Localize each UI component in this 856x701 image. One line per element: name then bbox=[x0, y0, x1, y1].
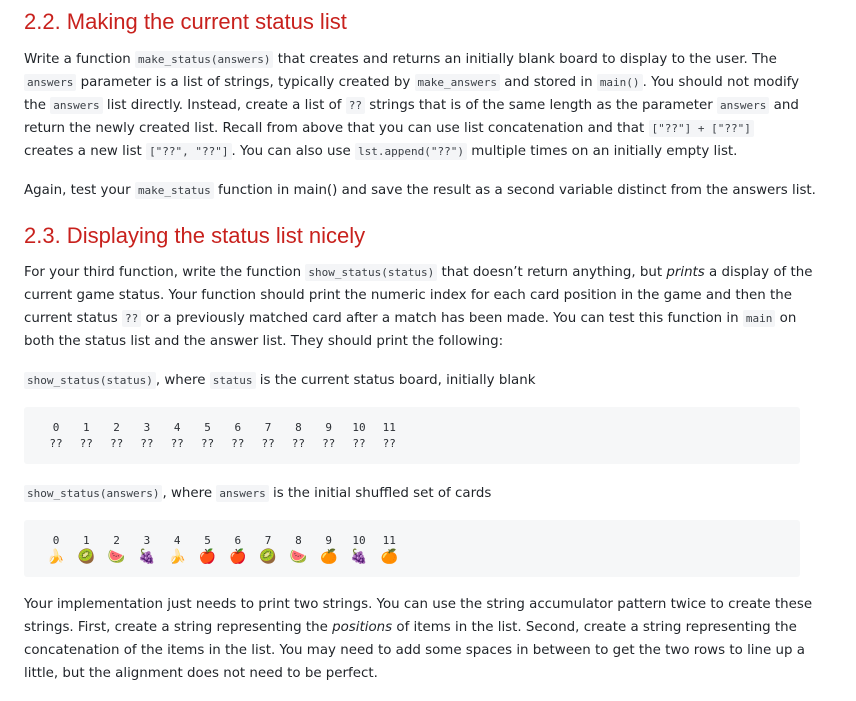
inline-code: answers bbox=[50, 97, 102, 114]
answers-index-cell: 5 bbox=[204, 534, 211, 547]
status-index-cell: 9 bbox=[325, 421, 332, 434]
section-heading-2-3: 2.3. Displaying the status list nicely bbox=[24, 223, 366, 248]
emphasis-text: prints bbox=[666, 265, 705, 280]
inline-code: show_status(status) bbox=[305, 264, 437, 281]
answers-value-row bbox=[24, 549, 800, 565]
status-index-cell: 5 bbox=[204, 421, 211, 434]
answers-card-cell: 🍉 bbox=[289, 549, 308, 565]
inline-code: make_status bbox=[135, 182, 214, 199]
status-index-cell: 1 bbox=[82, 421, 90, 434]
answers-card-cell: 🍌 bbox=[168, 549, 186, 565]
answers-index-cell: 6 bbox=[234, 534, 242, 547]
status-value-cell: ?? bbox=[79, 437, 93, 450]
inline-code: answers bbox=[24, 74, 76, 91]
status-index-cell: 0 bbox=[52, 421, 60, 434]
status-index-cell: 4 bbox=[173, 421, 181, 434]
status-index-cell: 11 bbox=[382, 421, 396, 434]
answers-index-cell: 3 bbox=[143, 534, 151, 547]
status-value-cell: ?? bbox=[322, 437, 336, 450]
status-output-block bbox=[24, 407, 800, 464]
status-value-cell: ?? bbox=[231, 437, 245, 450]
answers-card-cell: 🍎 bbox=[198, 549, 217, 565]
inline-code: answers bbox=[717, 97, 769, 114]
status-value-cell: ?? bbox=[170, 437, 184, 450]
test-make-status-paragraph: Again, test your make_status function in main() and save the result as a second variable distinct from the answers list. bbox=[24, 183, 816, 198]
status-value-cell: ?? bbox=[49, 437, 63, 450]
status-value-cell: ?? bbox=[200, 437, 215, 450]
status-caption: show_status(status) , where status is the current status board, initially blank bbox=[24, 369, 824, 392]
status-value-row bbox=[24, 437, 800, 453]
section-heading-2-2: 2.2. Making the current status list bbox=[24, 9, 347, 34]
answers-card-cell: 🍊 bbox=[380, 549, 399, 565]
answers-index-cell: 7 bbox=[264, 534, 272, 547]
status-index-cell: 8 bbox=[295, 421, 302, 434]
inline-code: ["??"] + ["??"] bbox=[649, 120, 754, 137]
status-value-cell: ?? bbox=[261, 437, 275, 450]
status-index-cell: 7 bbox=[264, 421, 272, 434]
make-status-paragraph: Write a function make_status(answers) that creates and returns an initially blank board to display to the user. The answers parameter is a list of strings, typically created by make_answers and stored in main() . You should not modify the answers list directly. Instead, create a list of ?? strings that is of the same length as the parameter answers and return the newly created list. Recall from above that you can use list concatenation and that ["??"] + ["??"] creates a new list ["??", "??"] . You can also use lst.append("??") multiple times on an initially empty list. bbox=[24, 52, 800, 159]
answers-index-cell: 10 bbox=[352, 534, 366, 547]
inline-code: make_answers bbox=[415, 74, 500, 91]
status-index-cell: 2 bbox=[113, 421, 120, 434]
inline-code: answers bbox=[216, 485, 268, 502]
inline-code: main bbox=[743, 310, 776, 327]
status-index-cell: 3 bbox=[143, 421, 151, 434]
answers-card-cell: 🍌 bbox=[47, 549, 65, 565]
answers-card-cell: 🥝 bbox=[259, 549, 277, 565]
answers-index-cell: 9 bbox=[325, 534, 332, 547]
status-index-cell: 10 bbox=[352, 421, 366, 434]
inline-code: main() bbox=[597, 74, 643, 91]
status-value-cell: ?? bbox=[291, 437, 306, 450]
answers-index-cell: 1 bbox=[82, 534, 90, 547]
inline-code: show_status(answers) bbox=[24, 485, 162, 502]
status-index-cell: 6 bbox=[234, 421, 242, 434]
answers-card-cell: 🍇 bbox=[350, 549, 368, 565]
inline-code: ["??", "??"] bbox=[146, 143, 231, 160]
answers-index-cell: 2 bbox=[113, 534, 120, 547]
inline-code: show_status(status) bbox=[24, 372, 156, 389]
implementation-paragraph: Your implementation just needs to print two strings. You can use the string accumulator pattern twice to create these strings. First, create a string representing the positions of items in the list. Second, create a string representing the concatenation of the items in the list. You may need to add some spaces in between to get the two rows to line up a little, but the alignment does not need to be perfect. bbox=[24, 597, 813, 681]
answers-index-cell: 11 bbox=[382, 534, 396, 547]
inline-code: make_status(answers) bbox=[135, 51, 273, 68]
inline-code: status bbox=[210, 372, 256, 389]
answers-index-row bbox=[24, 534, 800, 550]
answers-card-cell: 🍊 bbox=[319, 549, 338, 565]
inline-code: ?? bbox=[122, 310, 141, 327]
answers-caption: show_status(answers) , where answers is the initial shuffled set of cards bbox=[24, 482, 824, 505]
status-value-cell: ?? bbox=[140, 437, 154, 450]
answers-card-cell: 🥝 bbox=[77, 549, 96, 565]
answers-output-block bbox=[24, 520, 800, 577]
answers-index-cell: 0 bbox=[52, 534, 60, 547]
emphasis-text: positions bbox=[332, 620, 393, 635]
answers-index-cell: 8 bbox=[295, 534, 302, 547]
answers-card-cell: 🍎 bbox=[229, 549, 247, 565]
answers-card-cell: 🍉 bbox=[107, 549, 126, 565]
inline-code: ?? bbox=[346, 97, 365, 114]
show-status-paragraph: For your third function, write the function show_status(status) that doesn’t return anything, but prints a display of the current game status. Your function should print the numeric index for each card position in the game and then the current status ?? or a previously matched card after a match has been made. You can test this function in main on both the status list and the answer list. They should print the following: bbox=[24, 265, 813, 349]
status-value-cell: ?? bbox=[109, 437, 124, 450]
status-index-row bbox=[24, 421, 800, 437]
answers-index-cell: 4 bbox=[173, 534, 181, 547]
status-value-cell: ?? bbox=[352, 437, 366, 450]
answers-card-cell: 🍇 bbox=[138, 549, 156, 565]
status-value-cell: ?? bbox=[382, 437, 396, 450]
inline-code: lst.append("??") bbox=[355, 143, 467, 160]
